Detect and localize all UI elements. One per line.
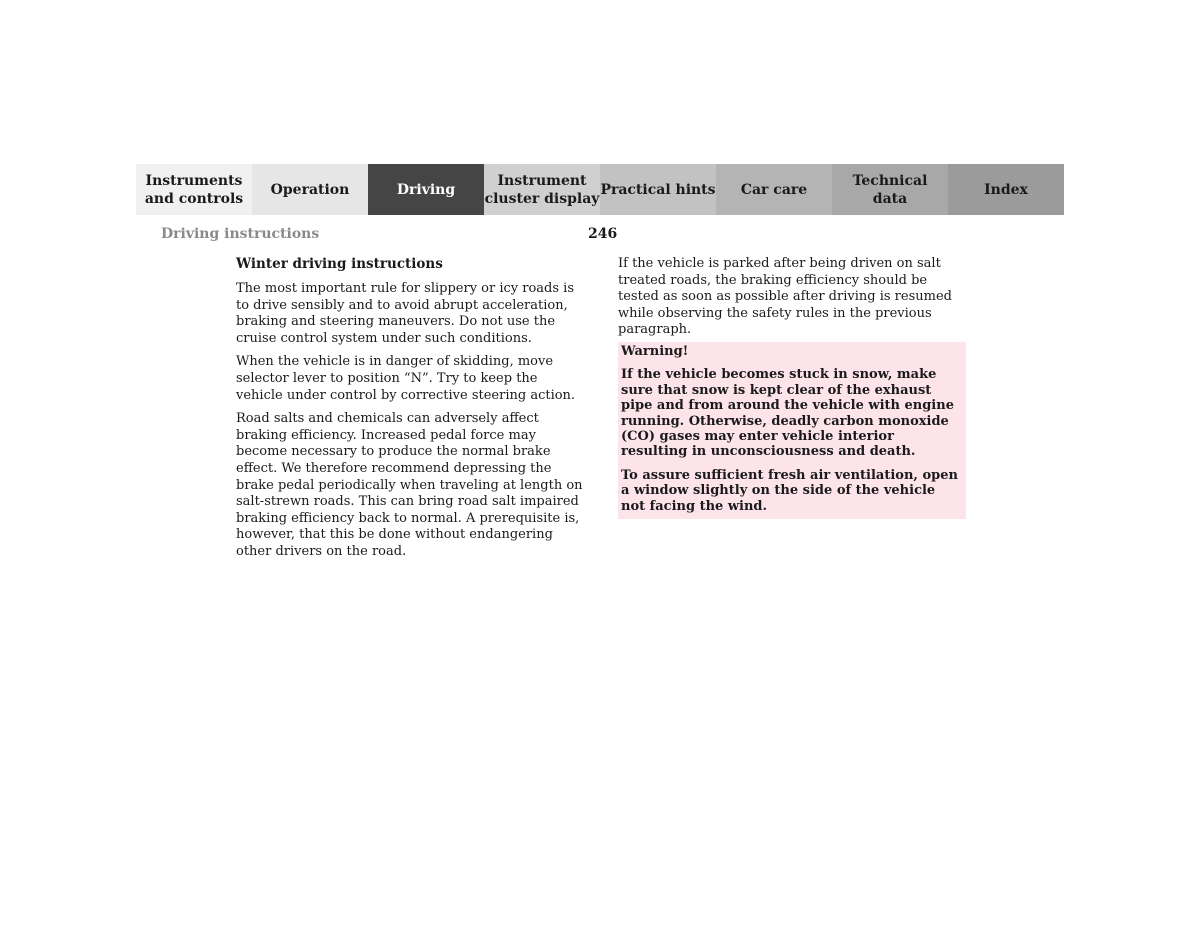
body-paragraph: The most important rule for slippery or icy roads is to drive sensibly and to avoid abrupt acceleration, braking and steering maneuvers. Do not use the cruise control system under such conditions. (236, 281, 575, 346)
tab-driving[interactable]: Driving (368, 164, 484, 215)
warning-paragraph: To assure sufficient fresh air ventilation, open a window slightly on the side of the vehicle not facing the wind. (621, 467, 958, 514)
section-title: Driving instructions (161, 226, 320, 242)
body-paragraph: If the vehicle is parked after being driven on salt treated roads, the braking efficiency should be tested as soon as possible after driving is resumed while observing the safety rules in the previous paragraph. (618, 256, 952, 338)
tab-instrument-cluster-display[interactable]: Instrument cluster display (484, 164, 600, 215)
tab-index[interactable]: Index (948, 164, 1064, 215)
tab-operation[interactable]: Operation (252, 164, 368, 215)
tab-technical-data[interactable]: Technical data (832, 164, 948, 215)
right-text-column (618, 256, 968, 339)
body-paragraph: When the vehicle is in danger of skidding, move selector lever to position “N”. Try to keep the vehicle under control by corrective steering action. (236, 354, 576, 403)
tab-car-care[interactable]: Car care (716, 164, 832, 215)
section-heading: Winter driving instructions (236, 256, 443, 272)
warning-paragraph: If the vehicle becomes stuck in snow, make sure that snow is kept clear of the exhaust pipe and from around the vehicle with engine running. Otherwise, deadly carbon monoxide (CO) gases may enter vehicle interior resulting in unconsciousness and death. (621, 367, 954, 460)
section-tab-bar (136, 164, 1064, 215)
warning-box (618, 342, 966, 519)
tab-instruments-and-controls[interactable]: Instruments and controls (136, 164, 252, 215)
body-paragraph: Road salts and chemicals can adversely affect braking efficiency. Increased pedal force may become necessary to produce the normal brake effect. We therefore recommend depressing the brake pedal periodically when traveling at length on salt-strewn roads. This can bring road salt impaired braking efficiency back to normal. A prerequisite is, however, that this be done without endangering other drivers on the road. (236, 411, 583, 559)
warning-title: Warning! (621, 344, 689, 359)
page-number: 246 (588, 226, 618, 242)
tab-practical-hints[interactable]: Practical hints (600, 164, 716, 215)
left-text-column (236, 256, 586, 568)
